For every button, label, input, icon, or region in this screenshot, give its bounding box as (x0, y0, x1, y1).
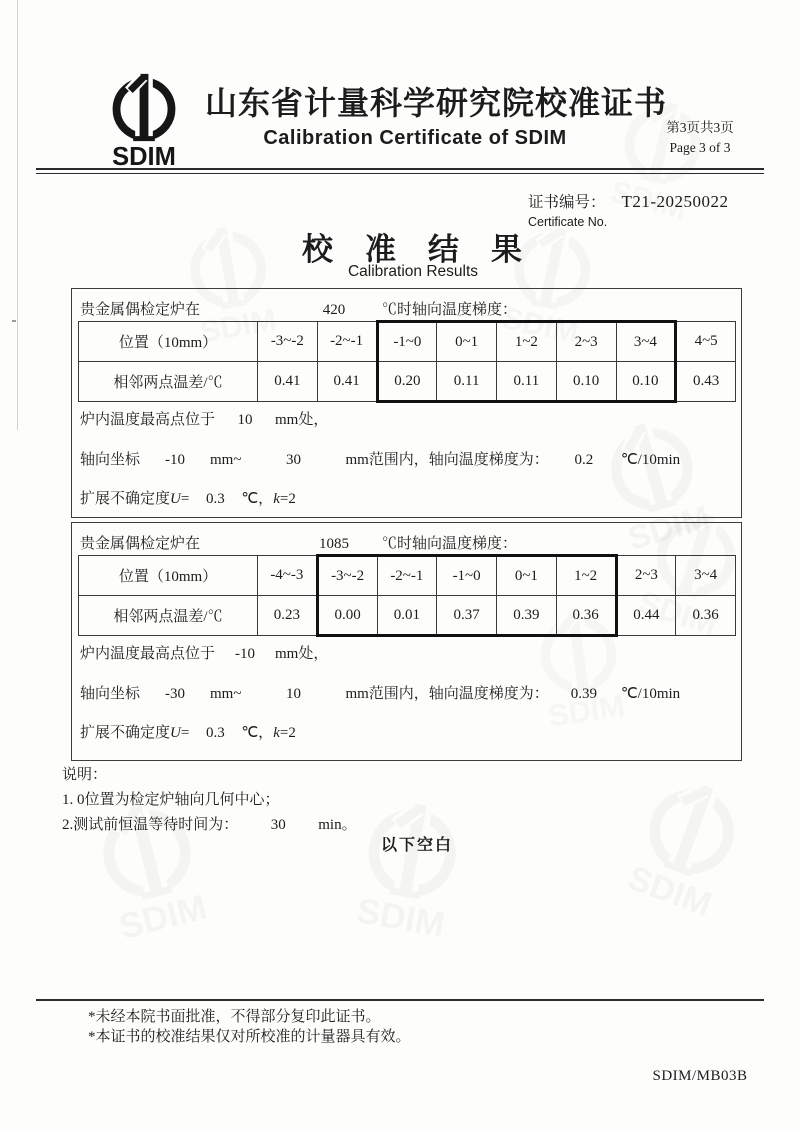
position-cell: 4~5 (676, 322, 736, 362)
difference-cell: 0.11 (437, 362, 497, 402)
range-to-value: 30 (285, 452, 301, 468)
certificate-number: T21-20250022 (621, 192, 729, 211)
difference-cell: 0.00 (317, 596, 377, 636)
difference-cell: 0.44 (616, 596, 676, 636)
soak-time-value: 30 (270, 817, 286, 833)
axial-range-line (80, 448, 680, 469)
position-cell: -1~0 (377, 322, 437, 362)
footer-divider (36, 999, 764, 1001)
coverage-factor-value: =2 (279, 725, 296, 741)
table-row-positions (79, 322, 736, 362)
footer-notes (88, 1007, 411, 1047)
notes-title: 说明： (62, 767, 108, 783)
intro-prefix: 贵金属偶检定炉在 (80, 536, 201, 552)
note2-prefix: 2.测试前恒温等待时间为： (62, 817, 239, 833)
peak-position-line (80, 408, 328, 429)
range-from-value: -30 (165, 686, 186, 702)
certificate-title-cn: 山东省计量科学研究院校准证书 (205, 85, 668, 121)
uncertainty-line (80, 721, 296, 742)
range-mid2: mm范围内，轴向温度梯度为： (345, 452, 549, 468)
difference-cell: 0.41 (258, 362, 318, 402)
gradient-table-1085 (78, 554, 736, 637)
position-cell: 3~4 (676, 556, 736, 596)
peak-position-value: -10 (235, 646, 256, 662)
range-to-value: 10 (285, 686, 301, 702)
peak-suffix: mm处， (275, 646, 329, 662)
header-divider (36, 168, 764, 174)
uncertainty-prefix: 扩展不确定度 (80, 491, 171, 507)
coverage-factor-symbol: k (273, 725, 280, 741)
position-cell: -2~-1 (317, 322, 377, 362)
peak-position-line (80, 642, 328, 663)
range-prefix: 轴向坐标 (80, 452, 141, 468)
difference-cell: 0.37 (437, 596, 497, 636)
uncertainty-value: 0.3 (205, 725, 225, 741)
page-indicator (640, 118, 760, 158)
uncertainty-prefix: 扩展不确定度 (80, 725, 171, 741)
scan-speck-artifact (12, 320, 16, 322)
difference-cell: 0.36 (556, 596, 616, 636)
position-cell: 2~3 (556, 322, 616, 362)
row-label-position: 位置（10mm） (79, 322, 258, 362)
certificate-title-en: Calibration Certificate of SDIM (263, 127, 567, 149)
position-cell: -4~-3 (258, 556, 318, 596)
difference-cell: 0.41 (317, 362, 377, 402)
sdim-logo (86, 64, 202, 172)
difference-cell: 0.36 (676, 596, 736, 636)
position-cell: -3~-2 (317, 556, 377, 596)
position-cell: 1~2 (556, 556, 616, 596)
gradient-value: 0.2 (574, 452, 594, 468)
section-intro-line (80, 298, 517, 319)
certificate-no-label-cn: 证书编号： (528, 194, 606, 211)
position-cell: -3~-2 (258, 322, 318, 362)
table-row-differences (79, 362, 736, 402)
uncertainty-equals: = (180, 725, 190, 741)
uncertainty-equals: = (180, 491, 190, 507)
page-indicator-cn: 第3页共3页 (666, 120, 734, 135)
results-title-en: Calibration Results (347, 263, 479, 280)
coverage-factor-symbol: k (273, 491, 280, 507)
range-from-value: -10 (165, 452, 186, 468)
results-title-cn: 校准结果 (302, 232, 554, 267)
soak-time-unit: min。 (318, 817, 357, 833)
peak-position-value: 10 (237, 412, 253, 428)
row-label-position: 位置（10mm） (79, 556, 258, 596)
row-label-difference: 相邻两点温差/℃ (79, 362, 258, 402)
scan-edge-artifact (17, 0, 18, 430)
end-of-content-marker: 以下空白 (380, 837, 453, 854)
difference-cell: 0.01 (377, 596, 437, 636)
uncertainty-symbol: U (170, 491, 181, 507)
position-cell: 3~4 (616, 322, 676, 362)
footer-note-1: *未经本院书面批准，不得部分复印此证书。 (88, 1009, 381, 1025)
difference-cell: 0.20 (377, 362, 437, 402)
position-cell: -2~-1 (377, 556, 437, 596)
position-cell: -1~0 (437, 556, 497, 596)
range-mid1: mm~ (210, 452, 242, 468)
results-section-1085 (71, 522, 742, 761)
position-cell: 0~1 (437, 322, 497, 362)
axial-range-line (80, 682, 680, 703)
difference-cell: 0.10 (556, 362, 616, 402)
certificate-no-label-en: Certificate No. (528, 215, 608, 229)
table-row-positions (79, 556, 736, 596)
range-prefix: 轴向坐标 (80, 686, 141, 702)
peak-prefix: 炉内温度最高点位于 (80, 646, 216, 662)
gradient-table-420 (78, 320, 736, 403)
sdim-watermark (328, 779, 492, 951)
section-intro-line (80, 532, 517, 553)
position-cell: 0~1 (497, 556, 557, 596)
gradient-value: 0.39 (570, 686, 597, 702)
difference-cell: 0.43 (676, 362, 736, 402)
note-item-2 (62, 813, 357, 834)
intro-prefix: 贵金属偶检定炉在 (80, 302, 201, 318)
furnace-temperature-value: 1085 (319, 536, 350, 552)
position-cell: 1~2 (497, 322, 557, 362)
uncertainty-unit: ℃， (241, 491, 274, 507)
range-mid1: mm~ (210, 686, 242, 702)
difference-cell: 0.10 (616, 362, 676, 402)
uncertainty-value: 0.3 (205, 491, 225, 507)
intro-suffix: ℃时轴向温度梯度： (382, 536, 518, 552)
gradient-unit: ℃/10min (620, 452, 681, 468)
document-code: SDIM/MB03B (652, 1068, 748, 1084)
gradient-unit: ℃/10min (620, 686, 681, 702)
coverage-factor-value: =2 (279, 491, 296, 507)
note-item-1: 1. 0位置为检定炉轴向几何中心； (62, 792, 280, 808)
results-section-420 (71, 288, 742, 518)
position-cell: 2~3 (616, 556, 676, 596)
uncertainty-line (80, 487, 296, 508)
footer-note-2: *本证书的校准结果仅对所校准的计量器具有效。 (88, 1029, 411, 1045)
peak-prefix: 炉内温度最高点位于 (80, 412, 216, 428)
table-row-differences (79, 596, 736, 636)
difference-cell: 0.11 (497, 362, 557, 402)
intro-suffix: ℃时轴向温度梯度： (382, 302, 518, 318)
page-indicator-en: Page 3 of 3 (669, 140, 731, 155)
difference-cell: 0.23 (258, 596, 318, 636)
uncertainty-unit: ℃， (241, 725, 274, 741)
difference-cell: 0.39 (497, 596, 557, 636)
peak-suffix: mm处， (275, 412, 329, 428)
range-mid2: mm范围内，轴向温度梯度为： (345, 686, 549, 702)
furnace-temperature-value: 420 (322, 302, 346, 318)
row-label-difference: 相邻两点温差/℃ (79, 596, 258, 636)
uncertainty-symbol: U (170, 725, 181, 741)
